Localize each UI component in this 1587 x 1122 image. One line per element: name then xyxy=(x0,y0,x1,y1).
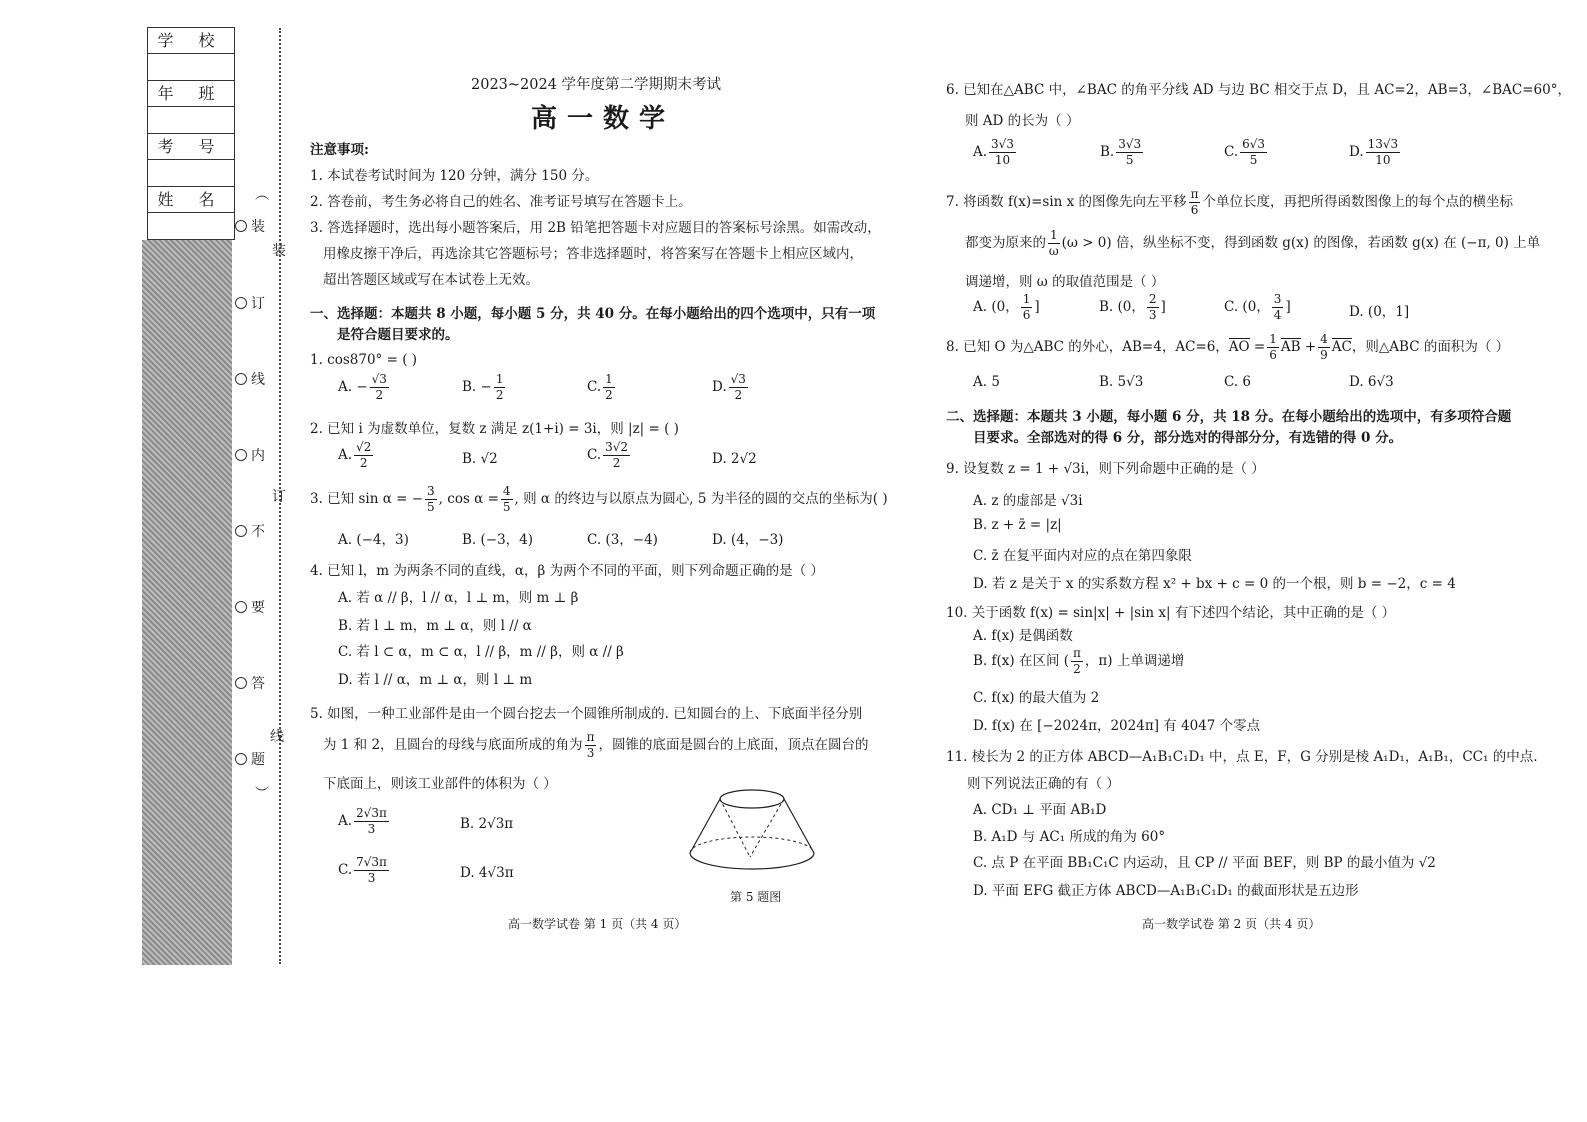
binding-word: 要 xyxy=(235,597,265,617)
q5-option-a: A. $\frac{2√3\pi}{3}$ xyxy=(338,806,387,836)
q4-option-a: A. 若 α // β，l // α，l ⊥ m，则 m ⊥ β xyxy=(338,590,579,606)
q2-option-d: D. 2√2 xyxy=(712,451,757,467)
q3-option-c: C. (3，−4) xyxy=(587,532,658,548)
q1-option-d: D. $\frac{√3}{2}$ xyxy=(712,372,746,402)
q1-option-b: B. − $\frac{1}{2}$ xyxy=(462,372,504,402)
q8-option-c: C. 6 xyxy=(1224,374,1252,390)
q5-stem-line2: 为 1 和 2，且圆台的母线与底面所成的角为 $\frac{\pi}{3}$ ，圆锥的底面是圆台的上底面，顶点在圆台的 xyxy=(323,730,869,760)
binding-word: 装 xyxy=(235,216,265,236)
q5-stem-line1: 5. 如图，一种工业部件是由一个圆台挖去一个圆锥所制成的. 已知圆台的上、下底面半径分别 xyxy=(310,706,863,722)
q5-stem-line3: 下底面上，则该工业部件的体积为（ ） xyxy=(323,776,557,792)
section1-heading-cont: 是符合题目要求的。 xyxy=(337,327,459,343)
footer-right: 高一数学试卷 第 2 页（共 4 页） xyxy=(1142,917,1321,931)
q11-option-d: D. 平面 EFG 截正方体 ABCD—A₁B₁C₁D₁ 的截面形状是五边形 xyxy=(973,883,1359,899)
q11-option-c: C. 点 P 在平面 BB₁C₁C 内运动，且 CP // 平面 BEF，则 BP 的最小值为 √2 xyxy=(973,855,1436,871)
binding-word-right: 装 xyxy=(272,243,286,259)
binding-word: 答 xyxy=(235,673,265,693)
binding-word: 题 xyxy=(235,749,265,769)
q4-option-d: D. 若 l // α，m ⊥ α，则 l ⊥ m xyxy=(338,672,533,688)
q8-option-b: B. 5√3 xyxy=(1099,374,1144,390)
binding-word: 线 xyxy=(235,369,265,389)
student-info-table xyxy=(147,27,235,240)
q8-option-a: A. 5 xyxy=(973,374,1000,390)
q11-option-b: B. A₁D 与 AC₁ 所成的角为 60° xyxy=(973,829,1166,845)
paren-close: ︶ xyxy=(255,786,269,802)
section1-heading: 一、选择题：本题共 8 小题，每小题 5 分，共 40 分。在每小题给出的四个选项中，只有一项 xyxy=(310,306,876,322)
q8-option-d: D. 6√3 xyxy=(1349,374,1394,390)
q7-option-a: A. (0， $\frac{1}{6}$ ] xyxy=(973,292,1040,322)
footer-left: 高一数学试卷 第 1 页（共 4 页） xyxy=(508,917,687,931)
q7-stem-line3: 调递增，则 ω 的取值范围是（ ） xyxy=(965,274,1165,290)
q4-option-b: B. 若 l ⊥ m，m ⊥ α，则 l // α xyxy=(338,618,532,634)
notice-item: 2. 答卷前，考生务必将自己的姓名、准考证号填写在答题卡上。 xyxy=(310,194,692,210)
q10-option-b: B. f(x) 在区间 ( $\frac{\pi}{2}$ ，π) 上单调递增 xyxy=(973,646,1185,676)
q2-option-a: A. $\frac{√2}{2}$ xyxy=(338,440,372,470)
q10-stem: 10. 关于函数 f(x) = sin|x| + |sin x| 有下述四个结论，其中正确的是（ ） xyxy=(946,605,1396,621)
q6-stem-line2: 则 AD 的长为（ ） xyxy=(965,113,1080,129)
notice-item: 3. 答选择题时，选出每小题答案后，用 2B 铅笔把答题卡对应题目的答案标号涂黑。如需改动， xyxy=(310,220,881,236)
q3-stem: 3. 已知 sin α = − $\frac{3}{5}$ , cos α = $\frac{4}{5}$ , 则 α 的终边与以原点为圆心, 5 为半径的圆的交点的坐标为( ) xyxy=(310,484,888,514)
name-label: 姓 名 xyxy=(148,187,234,213)
q9-stem: 9. 设复数 z = 1 + √3i，则下列命题中正确的是（ ） xyxy=(946,461,1265,477)
q5-option-b: B. 2√3π xyxy=(460,816,514,832)
q3-option-d: D. (4，−3) xyxy=(712,532,784,548)
q10-option-c: C. f(x) 的最大值为 2 xyxy=(973,690,1100,706)
school-field[interactable] xyxy=(148,54,234,81)
section2-heading-cont: 目要求。全部选对的得 6 分，部分选对的得部分分，有选错的得 0 分。 xyxy=(973,430,1403,446)
q5-option-d: D. 4√3π xyxy=(460,865,514,881)
exam-no-label: 考 号 xyxy=(148,134,234,160)
exam-no-field[interactable] xyxy=(148,160,234,187)
binding-word-right: 线 xyxy=(270,729,284,745)
school-label: 学 校 xyxy=(148,28,234,54)
q7-stem-line1: 7. 将函数 f(x)=sin x 的图像先向左平移 $\frac{\pi}{6}$ 个单位长度，再把所得函数图像上的每个点的横坐标 xyxy=(946,187,1513,217)
q5-figure-caption: 第 5 题图 xyxy=(730,890,782,904)
exam-year-title: 2023~2024 学年度第二学期期末考试 xyxy=(471,77,722,93)
q3-option-a: A. (−4，3) xyxy=(338,532,409,548)
q4-option-c: C. 若 l ⊂ α，m ⊂ α，l // β，m // β，则 α // β xyxy=(338,644,624,660)
q11-stem-line1: 11. 棱长为 2 的正方体 ABCD—A₁B₁C₁D₁ 中，点 E，F，G 分别是棱 A₁D₁，A₁B₁，CC₁ 的中点. xyxy=(946,749,1538,765)
binding-word: 内 xyxy=(235,445,265,465)
frustum-figure xyxy=(684,785,820,885)
notice-item: 超出答题区域或写在本试卷上无效。 xyxy=(323,272,539,288)
q1-option-c: C. $\frac{1}{2}$ xyxy=(587,372,613,402)
grade-field[interactable] xyxy=(148,107,234,134)
page-title: 高一数学 xyxy=(531,104,676,134)
q7-option-c: C. (0， $\frac{3}{4}$ ] xyxy=(1224,292,1291,322)
q3-option-b: B. (−3，4) xyxy=(462,532,534,548)
paren-open: ︵ xyxy=(255,187,269,203)
q9-option-a: A. z 的虚部是 √3i xyxy=(973,493,1083,509)
q9-option-d: D. 若 z 是关于 x 的实系数方程 x² + bx + c = 0 的一个根，则 b = −2，c = 4 xyxy=(973,576,1456,592)
notice-item: 1. 本试卷考试时间为 120 分钟，满分 150 分。 xyxy=(310,168,599,184)
q11-stem-line2: 则下列说法正确的有（ ） xyxy=(967,776,1120,792)
q6-option-a: A. $\frac{3√3}{10}$ xyxy=(973,137,1014,167)
name-field[interactable] xyxy=(148,213,234,239)
q11-option-a: A. CD₁ ⊥ 平面 AB₁D xyxy=(973,802,1107,818)
grade-label: 年 班 xyxy=(148,81,234,107)
q7-option-d: D. (0，1] xyxy=(1349,304,1410,320)
q6-option-d: D. $\frac{13√3}{10}$ xyxy=(1349,137,1399,167)
q1-stem: 1. cos870° = ( ) xyxy=(310,352,418,368)
q9-option-b: B. z + z̄ = |z| xyxy=(973,517,1062,533)
q9-option-c: C. z̄ 在复平面内对应的点在第四象限 xyxy=(973,548,1192,564)
binding-hatch-area xyxy=(142,240,232,965)
q6-stem-line1: 6. 已知在△ABC 中，∠BAC 的角平分线 AD 与边 BC 相交于点 D，且 AC=2，AB=3，∠BAC=60°， xyxy=(946,82,1571,98)
q1-option-a: A. − $\frac{√3}{2}$ xyxy=(338,372,387,402)
q7-stem-line2: 都变为原来的 $\frac{1}{\omega}$ (ω > 0) 倍，纵坐标不变，得到函数 g(x) 的图像，若函数 g(x) 在 (−π, 0) 上单 xyxy=(965,228,1541,258)
q6-option-b: B. $\frac{3√3}{5}$ xyxy=(1100,137,1142,167)
q6-option-c: C. $\frac{6√3}{5}$ xyxy=(1224,137,1266,167)
q10-option-d: D. f(x) 在 [−2024π，2024π] 有 4047 个零点 xyxy=(973,718,1261,734)
binding-word: 不 xyxy=(235,521,265,541)
q5-option-c: C. $\frac{7√3\pi}{3}$ xyxy=(338,855,387,885)
section2-heading: 二、选择题：本题共 3 小题，每小题 6 分，共 18 分。在每小题给出的选项中，有多项符合题 xyxy=(946,409,1512,425)
q2-option-c: C. $\frac{3√2}{2}$ xyxy=(587,440,629,470)
q10-option-a: A. f(x) 是偶函数 xyxy=(973,628,1073,644)
q7-option-b: B. (0， $\frac{2}{3}$ ] xyxy=(1099,292,1166,322)
q2-option-b: B. √2 xyxy=(462,451,498,467)
q4-stem: 4. 已知 l，m 为两条不同的直线，α，β 为两个不同的平面，则下列命题正确的是（ ） xyxy=(310,563,824,579)
binding-word-right: 订 xyxy=(272,489,286,505)
binding-word: 订 xyxy=(235,293,265,313)
notice-title: 注意事项: xyxy=(310,142,369,158)
q8-stem: 8. 已知 O 为△ABC 的外心，AB=4，AC=6，AO = $\frac{1}{6}$ AB + $\frac{4}{9}$ AC，则△ABC 的面积为（ ） xyxy=(946,332,1510,362)
notice-item: 用橡皮擦干净后，再选涂其它答题标号；答非选择题时，将答案写在答题卡上相应区域内， xyxy=(323,246,863,262)
q2-stem: 2. 已知 i 为虚数单位，复数 z 满足 z(1+i) = 3i，则 |z| = ( ) xyxy=(310,421,679,437)
